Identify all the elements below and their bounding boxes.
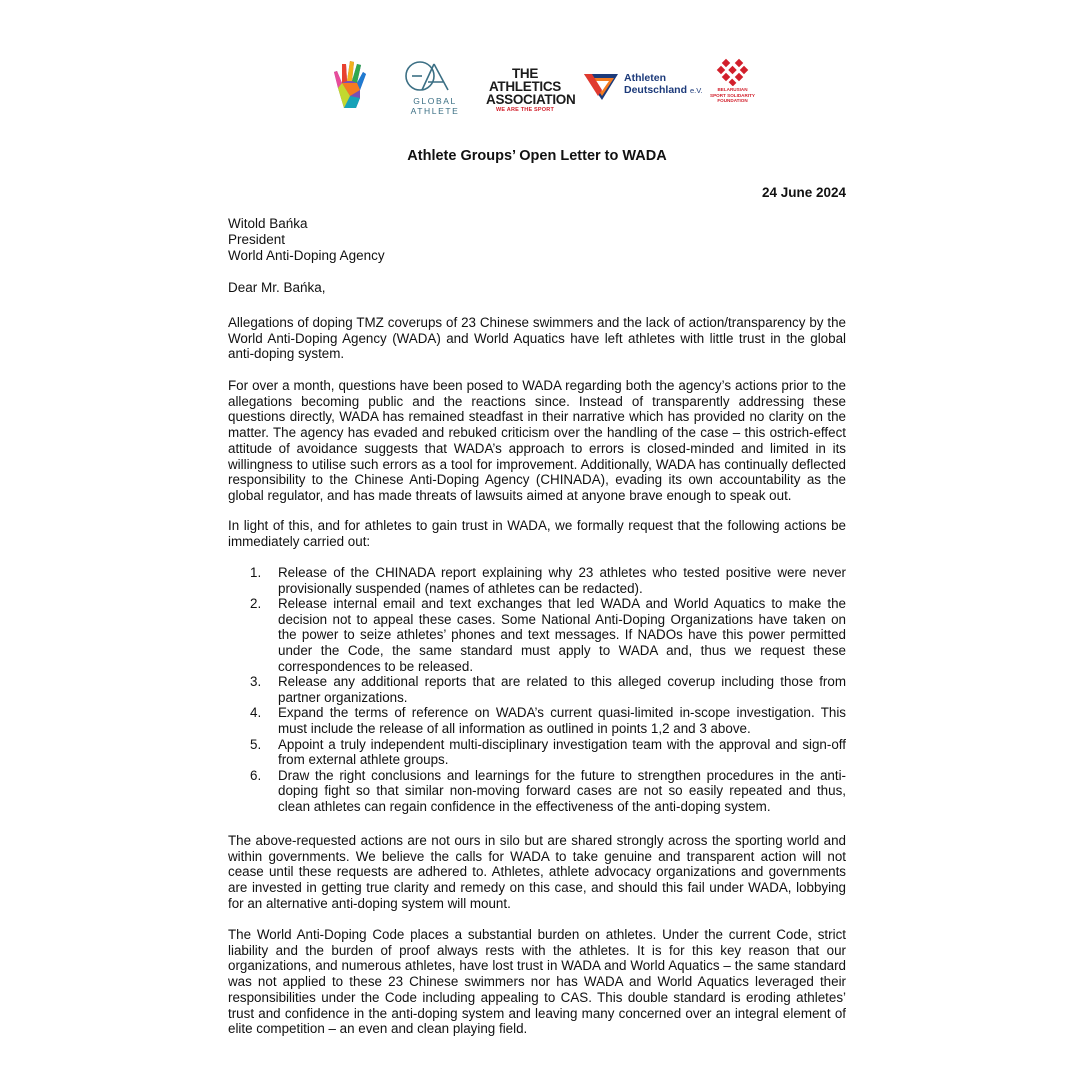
paragraph-context: For over a month, questions have been posed to WADA regarding both the agency’s actions prior to the allegations becoming public and the reactions since. Instead of transparently addressing these questions directly, WADA has remained steadfast in their narrative which has provided no clarity on the matter. The agency has evaded and rebuked criticism over the handling of the case – this ostrich-effect attitude of avoidance suggests that WADA’s approach to errors is closed-minded and limited in its willingness to utilise such errors as a tool for improvement. Additionally, WADA has continually deflected responsibility to the Chinese Anti-Doping Agency (CHINADA), evading its own accountability as the global regulator, and has made threats of lawsuits aimed at anyone brave enough to speak out. — [228, 378, 846, 503]
paragraph-intro: Allegations of doping TMZ coverups of 23 Chinese swimmers and the lack of action/transparency by the World Anti-Doping Agency (WADA) and World Aquatics have left athletes with little trust in the global anti-doping system. — [228, 315, 846, 362]
list-item-number: 6. — [250, 767, 262, 783]
ad-line1: Athleten — [624, 72, 666, 84]
list-item-number: 1. — [250, 565, 262, 580]
list-item — [250, 674, 846, 705]
paragraph-shared-actions: The above-requested actions are not ours in silo but are shared strongly across the sporting world and within governments. We believe the calls for WADA to take genuine and transparent action will not cease until these requests are adhered to. Athletes, athlete advocacy organizations and governments are invested in getting true clarity and remedy on this case, and should this fail under WADA, lobbying for an alternative anti-doping system will mount. — [228, 833, 846, 911]
recipient-organization: World Anti-Doping Agency — [228, 248, 385, 263]
recipient-position: President — [228, 232, 286, 247]
list-item — [250, 768, 846, 815]
list-item-text: Release any additional reports that are related to this alleged coverup including those from partner organizations. — [278, 674, 846, 705]
list-item-number: 4. — [250, 705, 262, 721]
colorful-hand-icon — [330, 58, 374, 110]
recipient-address — [228, 216, 385, 264]
global-athlete-label: GLOBAL ATHLETE — [410, 96, 460, 116]
paragraph-code-burden: The World Anti-Doping Code places a substantial burden on athletes. Under the current Code, strict liability and the burden of proof always rests with the athletes. It is for this key reason that our organizations, and numerous athletes, have lost trust in WADA and World Aquatics – the same standard was not applied to these 23 Chinese swimmers nor has WADA and World Aquatics leveraged their responsibilities under the Code including appealing to CAS. This double standard is eroding athletes’ trust and confidence in the anti-doping system and leaving many concerned over an integral element of elite competition – an even and clean playing field. — [228, 927, 846, 1037]
list-item-text: Release internal email and text exchanges that led WADA and World Aquatics to make the decision not to appeal these cases. Some National Anti-Doping Organizations have taken on the power to seize athletes’ phones and text messages. If NADOs have this power permitted under the Code, the same standard must apply to WADA and, thus we request these correspondences to be released. — [278, 596, 846, 674]
taa-line2: ASSOCIATION — [486, 92, 576, 107]
list-item — [250, 596, 846, 674]
list-item-number: 3. — [250, 674, 262, 690]
bssf-label: BELARUSIAN SPORT SOLIDARITY FOUNDATION — [710, 87, 755, 103]
global-athlete-logo — [390, 58, 480, 116]
partner-logos — [330, 58, 755, 116]
list-item-number: 5. — [250, 736, 262, 752]
ad-suffix: e.V. — [689, 86, 703, 95]
belarusian-sport-solidarity-foundation-logo — [710, 58, 755, 110]
taa-tagline: WE ARE THE SPORT — [496, 107, 554, 113]
list-item-text: Expand the terms of reference on WADA’s current quasi-limited in-scope investigation. This must include the release of all information as outlined in points 1,2 and 3 above. — [278, 705, 846, 736]
athleten-deutschland-logo — [582, 58, 707, 110]
list-item — [250, 705, 846, 736]
list-item-text: Draw the right conclusions and learnings for the future to strengthen procedures in the anti-doping fight so that similar non-moving forward cases are not so easily repeated and thus, clean athletes can regain confidence in the effectiveness of the anti-doping system. — [278, 767, 846, 814]
list-item-number: 2. — [250, 596, 262, 612]
paragraph-request-lead: In light of this, and for athletes to gain trust in WADA, we formally request that the following actions be immediately carried out: — [228, 518, 846, 549]
athleten-deutschland-text — [624, 72, 703, 97]
request-list — [250, 565, 846, 815]
letter-title: Athlete Groups’ Open Letter to WADA — [407, 148, 667, 164]
salutation: Dear Mr. Bańka, — [228, 280, 326, 295]
list-item-text: Appoint a truly independent multi-disciplinary investigation team with the approval and sign-off from external athlete groups. — [278, 736, 846, 768]
list-item — [250, 565, 846, 596]
list-item-text: Release of the CHINADA report explaining why 23 athletes who tested positive were never provisionally suspended (names of athletes can be redacted). — [278, 565, 846, 596]
the-athletics-association-logo — [486, 58, 576, 113]
ad-line2: Deutschland — [624, 84, 688, 96]
recipient-name: Witold Bańka — [228, 216, 308, 231]
list-item — [250, 737, 846, 768]
letter-date: 24 June 2024 — [761, 185, 846, 200]
taa-line1: THE ATHLETICS — [488, 66, 562, 94]
